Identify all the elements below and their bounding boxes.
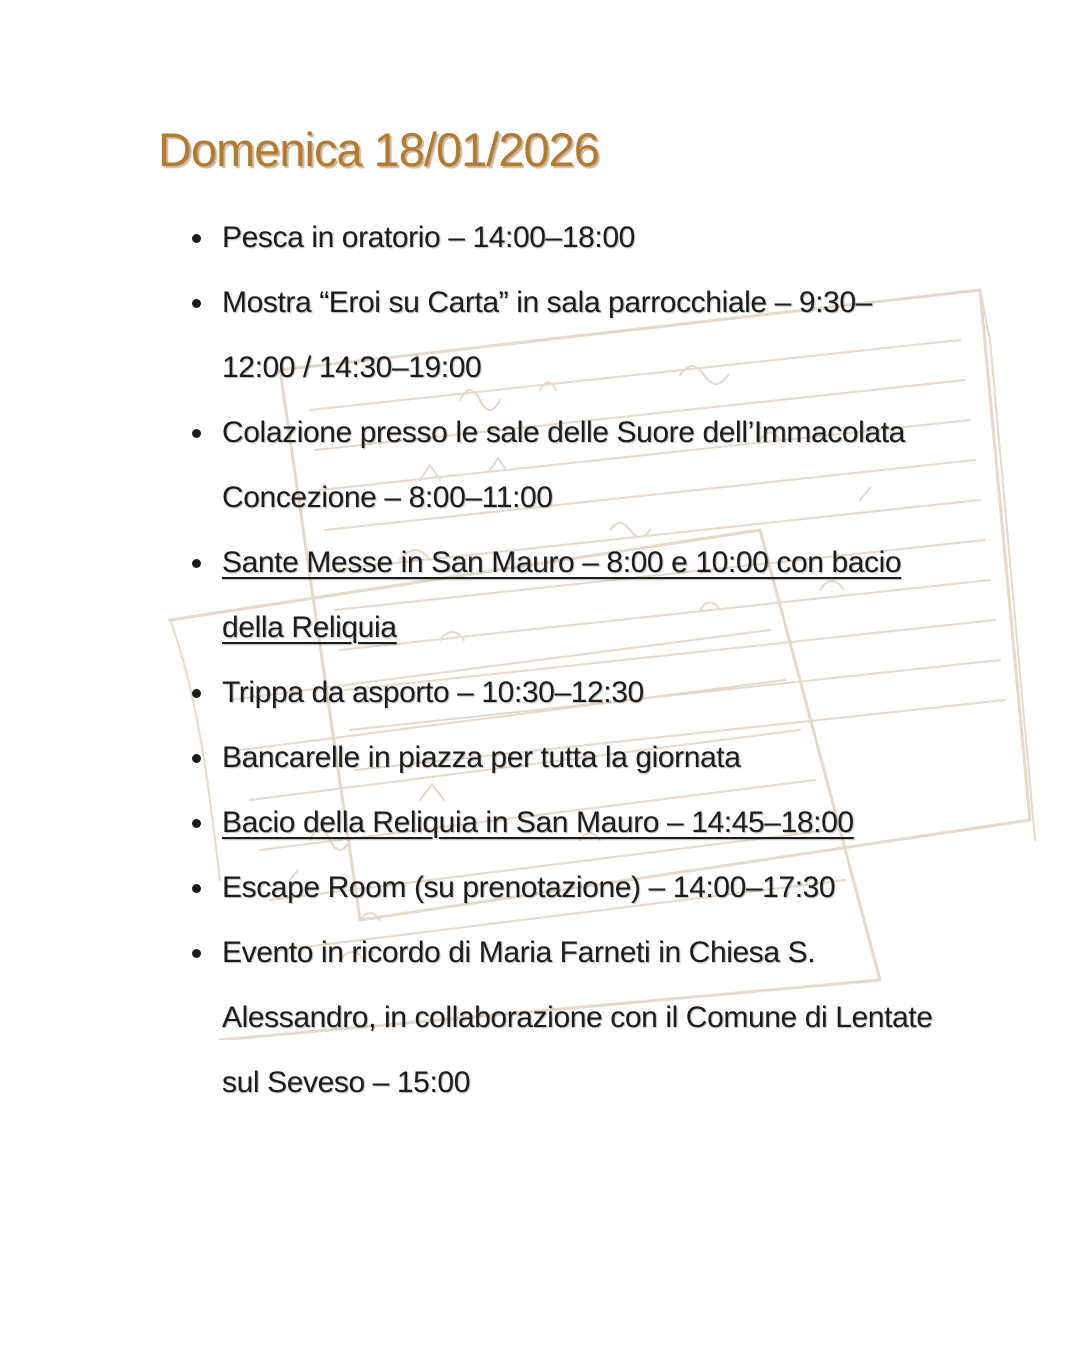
event-item: [222, 205, 942, 270]
event-item: [222, 270, 942, 400]
event-item: [222, 725, 942, 790]
event-text: Mostra “Eroi su Carta” in sala parrocchiale – 9:30–12:00 / 14:30–19:00: [222, 286, 872, 384]
event-text: Pesca in oratorio – 14:00–18:00: [222, 221, 635, 254]
event-item: [222, 855, 942, 920]
event-text: Trippa da asporto – 10:30–12:30: [222, 676, 644, 709]
bullet-icon: [192, 754, 201, 763]
event-item: [222, 530, 942, 660]
bullet-icon: [192, 689, 201, 698]
bullet-icon: [192, 429, 201, 438]
event-item: [222, 790, 942, 855]
event-item: [222, 660, 942, 725]
event-item: [222, 400, 942, 530]
event-item: [222, 920, 942, 1115]
event-text: Evento in ricordo di Maria Farneti in Chiesa S. Alessandro, in collaborazione con il Comune di Lentate sul Seveso – 15:00: [222, 936, 933, 1099]
bullet-icon: [192, 884, 201, 893]
bullet-icon: [192, 299, 201, 308]
event-text: Bacio della Reliquia in San Mauro – 14:45–18:00: [222, 806, 854, 839]
bullet-icon: [192, 559, 201, 568]
bullet-icon: [192, 234, 201, 243]
bullet-icon: [192, 819, 201, 828]
event-text: Colazione presso le sale delle Suore dell’Immacolata Concezione – 8:00–11:00: [222, 416, 905, 514]
event-list: [222, 205, 942, 1115]
event-text: Bancarelle in piazza per tutta la giornata: [222, 741, 741, 774]
event-text: Escape Room (su prenotazione) – 14:00–17:30: [222, 871, 836, 904]
event-text: Sante Messe in San Mauro – 8:00 e 10:00 con bacio della Reliquia: [222, 546, 902, 644]
bullet-icon: [192, 949, 201, 958]
page-title: Domenica 18/01/2026: [158, 123, 599, 176]
